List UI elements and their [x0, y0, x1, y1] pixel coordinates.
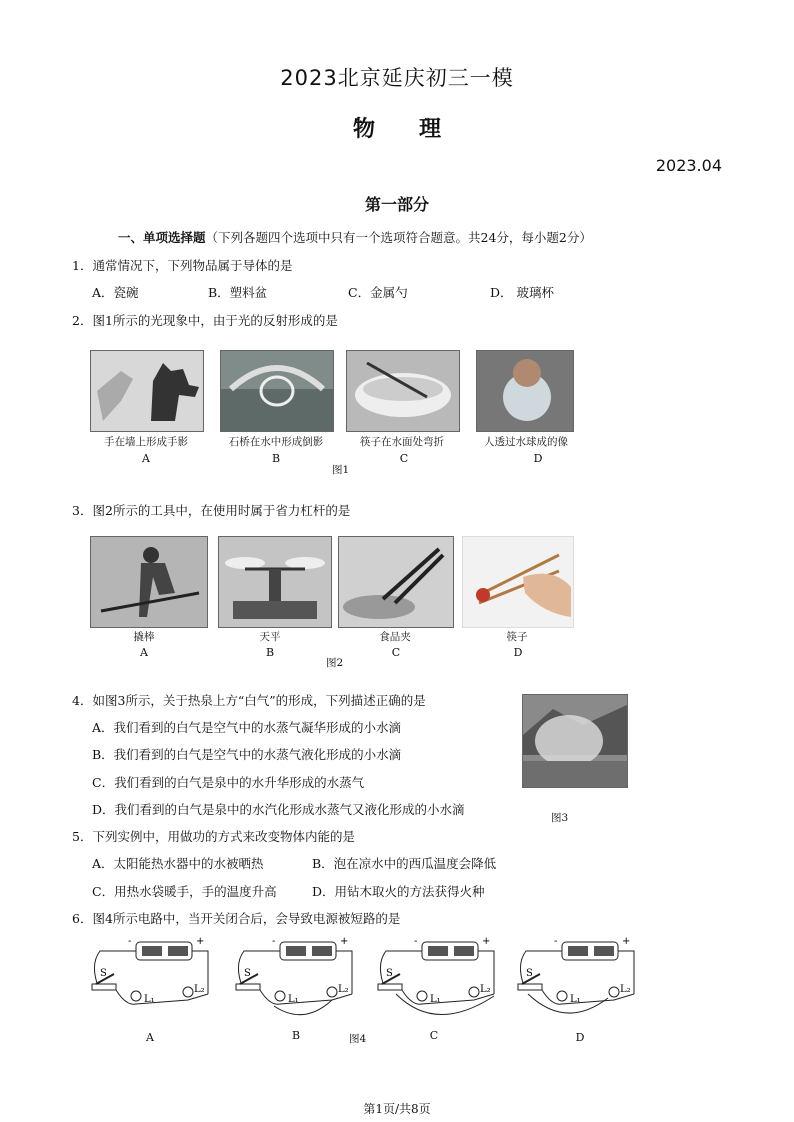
section-heading: 一、单项选择题（下列各题四个选项中只有一个选项符合题意。共24分，每小题2分） [118, 230, 592, 245]
q1-option-c: C．金属勺 [348, 285, 408, 300]
circuit-d [506, 934, 646, 1034]
q3-letter-c: C [391, 646, 401, 659]
q5-option-c: C．用热水袋暖手，手的温度升高 [92, 884, 277, 899]
q2-caption-a: 手在墙上形成手影 [104, 436, 188, 448]
q2-caption-b: 石桥在水中形成倒影 [228, 436, 324, 448]
svg-text:+: + [622, 936, 631, 947]
svg-text:L₁: L₁ [144, 994, 155, 1005]
q2-caption-c: 筷子在水面处弯折 [360, 436, 444, 448]
q3-letter-a: A [140, 646, 148, 659]
svg-text:-: - [554, 936, 558, 947]
question-6-stem: 6．图4所示电路中，当开关闭合后，会导致电源被短路的是 [72, 911, 401, 926]
chopsticks-photo [462, 536, 574, 628]
q3-caption-a: 撬棒 [133, 631, 155, 643]
stone-bridge-photo [220, 350, 334, 432]
q1-option-b: B．塑料盆 [208, 285, 268, 300]
q6-letter-a: A [146, 1031, 154, 1044]
circuit-a [80, 934, 220, 1034]
q4-option-a: A．我们看到的白气是空气中的水蒸气凝华形成的小水滴 [92, 720, 402, 735]
balance-scale-photo [218, 536, 332, 628]
svg-text:L₂: L₂ [620, 984, 631, 995]
subject-heading: 物 理 [352, 116, 442, 142]
figure-1-label: 图1 [332, 464, 350, 476]
q3-caption-b: 天平 [259, 631, 281, 643]
q2-caption-d: 人透过水球成的像 [484, 436, 568, 448]
q1-option-a: A．瓷碗 [92, 285, 139, 300]
svg-text:S: S [386, 968, 393, 979]
svg-text:S: S [100, 968, 107, 979]
svg-text:L₂: L₂ [338, 984, 349, 995]
figure-2-label: 图2 [326, 657, 344, 669]
figure-4-label: 图4 [349, 1033, 367, 1045]
crowbar-photo [90, 536, 208, 628]
q2-letter-a: A [142, 452, 150, 465]
circuit-c [366, 934, 506, 1034]
part-heading: 第一部分 [364, 195, 429, 214]
figure-3-label: 图3 [551, 812, 569, 824]
q3-letter-b: B [265, 646, 275, 659]
svg-text:L₁: L₁ [288, 994, 299, 1005]
q4-option-b: B．我们看到的白气是空气中的水蒸气液化形成的小水滴 [92, 747, 402, 762]
svg-text:L₂: L₂ [480, 984, 491, 995]
q2-letter-d: D [533, 452, 543, 465]
svg-text:-: - [128, 936, 132, 947]
circuit-b [224, 934, 364, 1034]
svg-text:+: + [482, 936, 491, 947]
shadow-puppet-photo [90, 350, 204, 432]
question-2-stem: 2．图1所示的光现象中，由于光的反射形成的是 [72, 313, 338, 328]
svg-text:-: - [414, 936, 418, 947]
q5-option-b: B．泡在凉水中的西瓜温度会降低 [312, 856, 497, 871]
q6-letter-b: B [291, 1029, 301, 1042]
water-ball-photo [476, 350, 574, 432]
svg-text:+: + [340, 936, 349, 947]
q4-option-d: D．我们看到的白气是泉中的水汽化形成水蒸气又液化形成的小水滴 [92, 802, 465, 817]
chopstick-bowl-photo [346, 350, 460, 432]
q6-letter-d: D [575, 1031, 585, 1044]
page-title: 2023北京延庆初三一模 [280, 66, 514, 90]
question-3-stem: 3．图2所示的工具中，在使用时属于省力杠杆的是 [72, 503, 351, 518]
q1-option-d: D． 玻璃杯 [490, 285, 554, 300]
question-5-stem: 5．下列实例中，用做功的方式来改变物体内能的是 [72, 829, 355, 844]
exam-date: 2023.04 [655, 156, 722, 175]
svg-text:+: + [196, 936, 205, 947]
q5-option-d: D．用钻木取火的方法获得火种 [312, 884, 485, 899]
question-4-stem: 4．如图3所示，关于热泉上方“白气”的形成，下列描述正确的是 [72, 693, 426, 708]
svg-text:-: - [272, 936, 276, 947]
svg-text:L₁: L₁ [570, 994, 581, 1005]
q2-letter-c: C [399, 452, 409, 465]
svg-text:S: S [526, 968, 533, 979]
hot-spring-photo [522, 694, 628, 788]
q4-option-c: C．我们看到的白气是泉中的水升华形成的水蒸气 [92, 775, 365, 790]
question-1-stem: 1．通常情况下，下列物品属于导体的是 [72, 258, 293, 273]
q3-caption-d: 筷子 [506, 631, 528, 643]
q3-caption-c: 食品夹 [379, 631, 411, 643]
q6-letter-c: C [429, 1029, 439, 1042]
food-tongs-photo [338, 536, 454, 628]
page-footer: 第1页/共8页 [363, 1102, 431, 1116]
svg-text:L₁: L₁ [430, 994, 441, 1005]
q3-letter-d: D [513, 646, 523, 659]
svg-text:L₂: L₂ [194, 984, 205, 995]
q5-option-a: A．太阳能热水器中的水被晒热 [92, 856, 264, 871]
svg-text:S: S [244, 968, 251, 979]
q2-letter-b: B [271, 452, 281, 465]
